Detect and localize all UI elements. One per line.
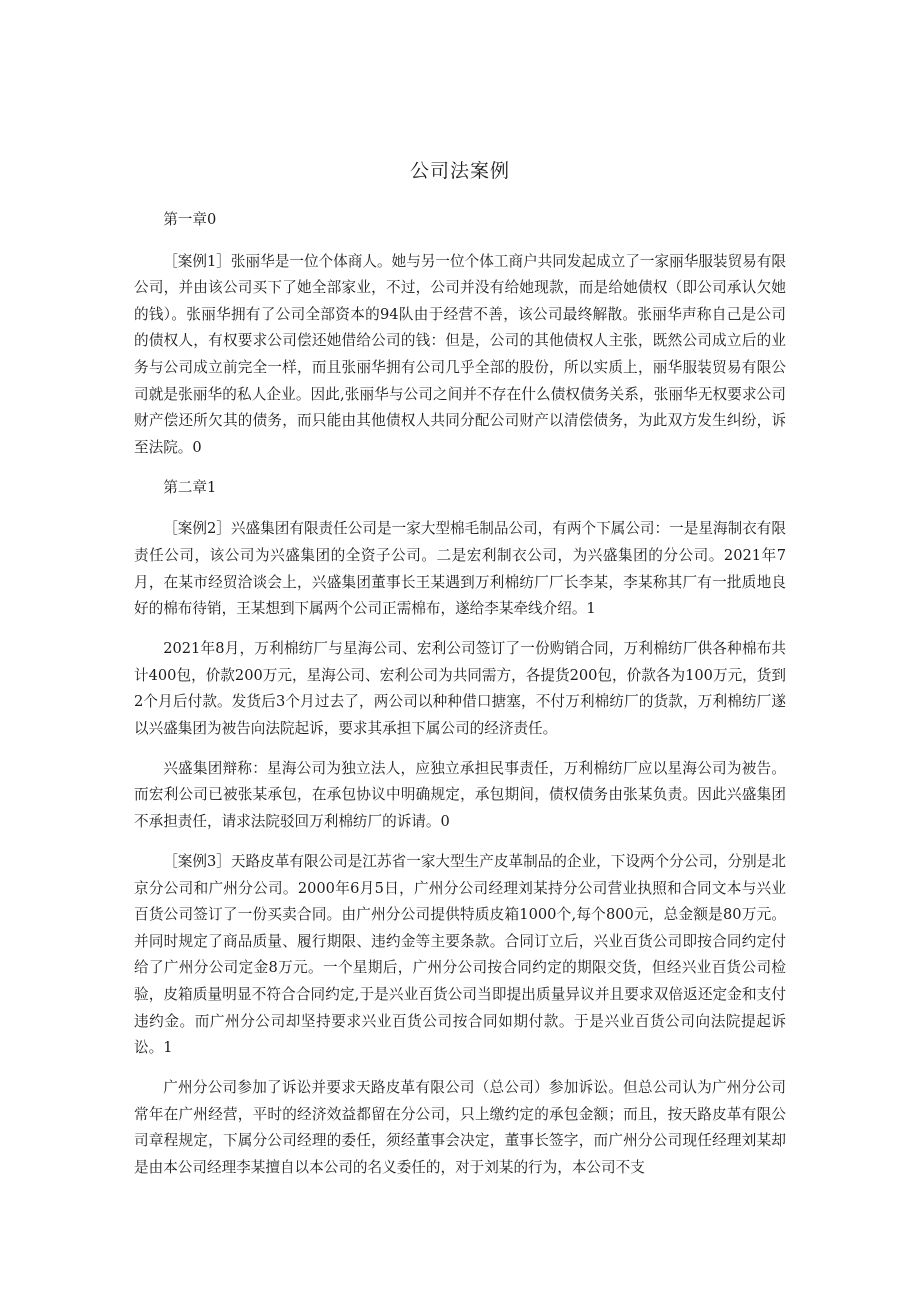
document-title: 公司法案例 [409,160,510,182]
case-paragraph: ［案例2］兴盛集团有限责任公司是一家大型棉毛制品公司，有两个下属公司：一是星海制衣有限责任公司，该公司为兴盛集团的全资子公司。二是宏利制衣公司，为兴盛集团的分公司。2021年7月，在某市经贸洽谈会上，兴盛集团董事长王某遇到万利棉纺厂厂长李某，李某称其厂有一批质地良好的棉布待销，王某想到下属两个公司正需棉布，遂给李某牵线介绍。1 [134,520,786,618]
case-paragraph: 广州分公司参加了诉讼并要求天路皮革有限公司（总公司）参加诉讼。但总公司认为广州分公司常年在广州经营，平时的经济效益都留在分公司，只上缴约定的承包金额；而且，按天路皮革有限公司章程规定，下属分公司经理的委任，须经董事会决定，董事长签字，而广州分公司现任经理刘某却是由本公司经理李某擅自以本公司的名义委任的，对于刘某的行为，本公司不支 [134,1079,786,1176]
case-paragraph: ［案例3］天路皮革有限公司是江苏省一家大型生产皮革制品的企业，下设两个分公司，分别是北京分公司和广州分公司。2000年6月5日，广州分公司经理刘某持分公司营业执照和合同文本与兴业百货公司签订了一份买卖合同。由广州分公司提供特质皮箱1000个,每个800元，总金额是80万元。并同时规定了商品质量、履行期限、违约金等主要条款。合同订立后，兴业百货公司即按合同约定付给了广州分公司定金8万元。一个星期后，广州分公司按合同约定的期限交货，但经兴业百货公司检验，皮箱质量明显不符合合同约定,于是兴业百货公司当即提出质量异议并且要求双倍返还定金和支付违约金。而广州分公司却坚持要求兴业百货公司按合同如期付款。于是兴业百货公司向法院提起诉讼。1 [134,853,786,1057]
case-paragraph: ［案例1］张丽华是一位个体商人。她与另一位个体工商户共同发起成立了一家丽华服装贸易有限公司，并由该公司买下了她全部家业，不过，公司并没有给她现款，而是给她债权（即公司承认欠她的钱）。张丽华拥有了公司全部资本的94队由于经营不善，该公司最终解散。张丽华声称自己是公司的债权人，有权要求公司偿还她借给公司的钱：但是，公司的其他债权人主张，既然公司成立后的业务与公司成立前完全一样，而且张丽华拥有公司几乎全部的股份，所以实质上，丽华服装贸易有限公司就是张丽华的私人企业。因此,张丽华与公司之间并不存在什么债权债务关系，张丽华无权要求公司财产偿还所欠其的债务，而只能由其他债权人共同分配公司财产以清偿债务，为此双方发生纠纷，诉至法院。0 [134,252,786,456]
chapter-heading: 第二章1 [163,478,217,496]
chapter-heading: 第一章0 [163,211,217,228]
case-paragraph: 兴盛集团辩称：星海公司为独立法人，应独立承担民事责任，万利棉纺厂应以星海公司为被告。而宏利公司已被张某承包，在承包协议中明确规定，承包期间，债权债务由张某负责。因此兴盛集团不承担责任，请求法院驳回万利棉纺厂的诉请。0 [134,759,786,831]
case-paragraph: 2021年8月，万利棉纺厂与星海公司、宏利公司签订了一份购销合同，万利棉纺厂供各种棉布共计400包，价款200万元，星海公司、宏利公司为共同需方，各提货200包，价款各为100万元，货到2个月后付款。发货后3个月过去了，两公司以种种借口搪塞，不付万利棉纺厂的货款，万利棉纺厂遂以兴盛集团为被告向法院起诉，要求其承担下属公司的经济责任。 [134,640,786,737]
document-body [134,207,786,1195]
